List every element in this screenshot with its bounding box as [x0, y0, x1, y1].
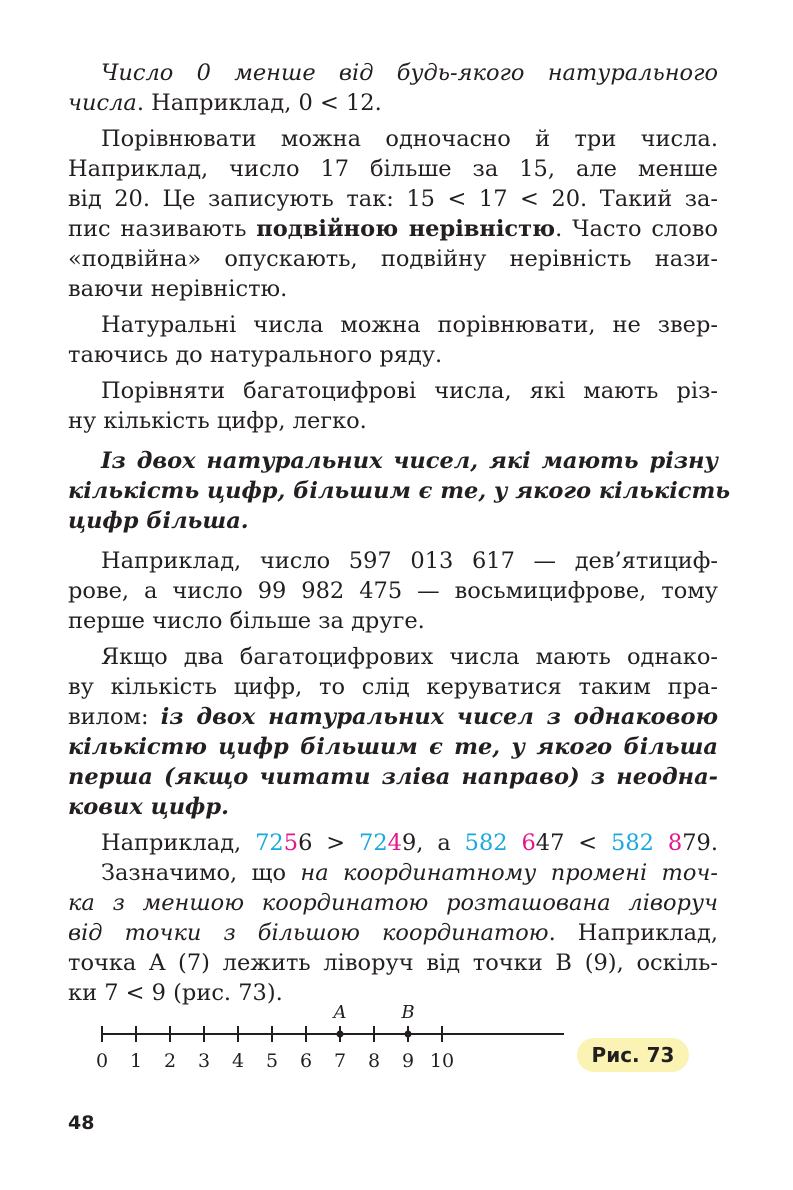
ray-tick-label: 8 [367, 1050, 381, 1072]
p5-line-1: Наприклад, число 597 013 617 — дев’ятициф- [101, 548, 718, 574]
ray-point-label-b: B [401, 1002, 415, 1023]
p6-line-4: кількістю цифр більшим є те, у якого більша [68, 734, 718, 760]
p7-line-2: ка з меншою координатою розташована ліворуч [68, 890, 718, 916]
ray-point-b [405, 1031, 412, 1038]
p7-line-5: ки 7 < 9 (рис. 73). [68, 980, 283, 1006]
term-double-inequality: подвійною нерівністю [256, 216, 556, 242]
ray-tick-label: 5 [265, 1050, 279, 1072]
p6-line-2: ву кількість цифр, то слід керуватися таким пра- [68, 674, 718, 700]
p1-line-2: числа. Наприклад, 0 < 12. [68, 90, 382, 116]
p7-line-1: Зазначимо, що на координатному промені точ- [101, 860, 718, 886]
ray-tick-label: 1 [129, 1050, 143, 1072]
p2-line-5: «подвійна» опускають, подвійну нерівність нази- [68, 246, 718, 272]
ray-point-label-a: A [333, 1002, 347, 1023]
rule1-line-2: кількість цифр, більшим є те, у якого кількість [68, 478, 731, 504]
p6-line-6: кових цифр. [68, 794, 229, 820]
p1-line-1: Число 0 менше від будь-якого натурального [101, 60, 718, 86]
ray-point-a [337, 1031, 344, 1038]
p7-line-4: точка A (7) лежить ліворуч від точки B (9), оскіль- [68, 950, 718, 976]
p2-line-2: Наприклад, число 17 більше за 15, але менше [68, 156, 718, 182]
p2-line-4: пис називають подвійною нерівністю. Часто слово [68, 216, 718, 242]
figure-label-badge: Рис. 73 [577, 1038, 689, 1072]
ray-tick-label: 0 [95, 1050, 109, 1072]
coordinate-ray-figure [94, 996, 574, 1076]
p6-line-5: перша (якщо читати зліва направо) з неодна- [68, 764, 718, 790]
p6-line-3: вилом: із двох натуральних чисел з однаковою [68, 704, 718, 730]
p2-line-3: від 20. Це записують так: 15 < 17 < 20. Такий за- [68, 186, 718, 212]
page-content [68, 58, 731, 1008]
rule1-line-1: Із двох натуральних чисел, які мають різну [101, 448, 718, 474]
p2-line-6: ваючи нерівністю. [68, 276, 288, 302]
p4-line-1: Порівняти багатоцифрові числа, які мають різ- [101, 378, 718, 404]
ray-tick-label: 2 [163, 1050, 177, 1072]
p3-line-1: Натуральні числа можна порівнювати, не звер- [101, 312, 718, 338]
ray-tick-label: 10 [429, 1050, 455, 1072]
ray-tick-label: 4 [231, 1050, 245, 1072]
rule1-line-3: цифр більша. [68, 508, 249, 534]
ray-tick-label: 9 [401, 1050, 415, 1072]
p2-line-1: Порівнювати можна одночасно й три числа. [101, 126, 718, 152]
ray-tick-label: 7 [333, 1050, 347, 1072]
example-line: Наприклад, 7256 > 7249, а 582 647 < 582 879. [101, 830, 718, 856]
p7-line-3: від точки з більшою координатою. Наприклад, [68, 920, 718, 946]
ray-tick-label: 6 [299, 1050, 313, 1072]
p4-line-2: ну кількість цифр, легко. [68, 408, 367, 434]
p6-line-1: Якщо два багатоцифрових числа мають однако- [101, 644, 718, 670]
page-number: 48 [68, 1112, 95, 1134]
p5-line-2: рове, а число 99 982 475 — восьмицифрове, тому [68, 578, 718, 604]
ray-tick-label: 3 [197, 1050, 211, 1072]
p3-line-2: таючись до натурального ряду. [68, 342, 443, 368]
p5-line-3: перше число більше за друге. [68, 608, 425, 634]
